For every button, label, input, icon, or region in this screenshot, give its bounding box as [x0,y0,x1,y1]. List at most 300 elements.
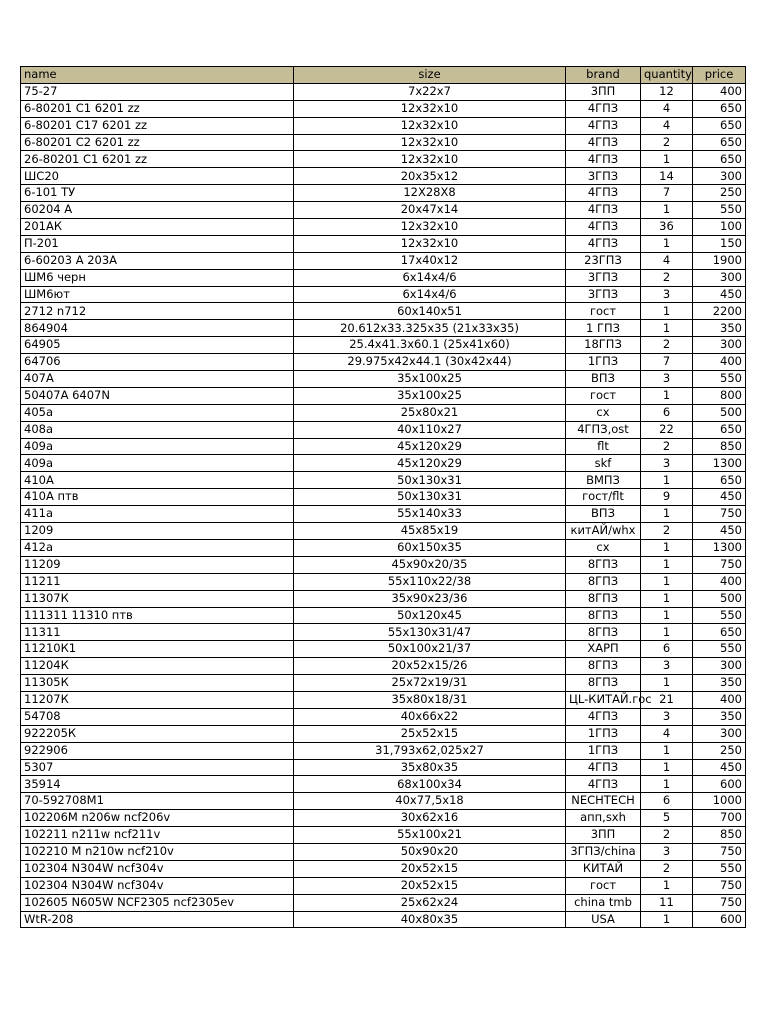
cell-name: 60204 А [21,202,294,219]
cell-name: 11305К [21,675,294,692]
cell-size: 40x80x35 [294,911,566,928]
cell-name: 1209 [21,523,294,540]
cell-brand: 3ГПЗ [566,286,641,303]
cell-name: 411а [21,506,294,523]
cell-price: 650 [693,134,746,151]
cell-quantity: 1 [641,151,693,168]
cell-quantity: 2 [641,269,693,286]
table-row [21,675,746,692]
cell-brand: ВПЗ [566,371,641,388]
cell-quantity: 3 [641,843,693,860]
cell-name: 70-592708М1 [21,793,294,810]
cell-size: 20x35x12 [294,168,566,185]
cell-price: 400 [693,691,746,708]
cell-name: 864904 [21,320,294,337]
cell-price: 350 [693,320,746,337]
table-row [21,573,746,590]
cell-quantity: 1 [641,590,693,607]
cell-size: 20x52x15 [294,860,566,877]
cell-brand: гост [566,387,641,404]
cell-quantity: 1 [641,624,693,641]
table-row [21,708,746,725]
cell-name: 11307К [21,590,294,607]
table-row [21,202,746,219]
table-row [21,269,746,286]
cell-price: 550 [693,371,746,388]
cell-name: 410А [21,472,294,489]
table-row [21,556,746,573]
table-row [21,843,746,860]
header-row [21,67,746,84]
cell-brand: китАЙ/whx [566,523,641,540]
cell-name: 922205К [21,725,294,742]
cell-quantity: 7 [641,354,693,371]
table-row [21,658,746,675]
cell-quantity: 22 [641,421,693,438]
cell-price: 750 [693,556,746,573]
cell-brand: 8ГПЗ [566,658,641,675]
table-row [21,134,746,151]
cell-name: 201АК [21,219,294,236]
cell-brand: 4ГПЗ [566,235,641,252]
table-row [21,894,746,911]
cell-brand: 4ГПЗ [566,708,641,725]
cell-size: 35x90x23/36 [294,590,566,607]
cell-price: 450 [693,759,746,776]
cell-size: 7x22x7 [294,83,566,100]
table-row [21,100,746,117]
table-row [21,489,746,506]
cell-quantity: 1 [641,776,693,793]
cell-price: 550 [693,202,746,219]
cell-brand: ВМПЗ [566,472,641,489]
cell-size: 40x66x22 [294,708,566,725]
table-row [21,117,746,134]
cell-name: 407А [21,371,294,388]
cell-size: 35x80x18/31 [294,691,566,708]
cell-size: 25x52x15 [294,725,566,742]
cell-brand: 3ГПЗ [566,269,641,286]
table-row [21,83,746,100]
cell-price: 500 [693,404,746,421]
cell-price: 650 [693,117,746,134]
cell-price: 150 [693,235,746,252]
cell-quantity: 1 [641,303,693,320]
cell-price: 650 [693,100,746,117]
cell-quantity: 1 [641,202,693,219]
cell-name: 409а [21,438,294,455]
cell-size: 6x14x4/6 [294,286,566,303]
cell-size: 50x120x45 [294,607,566,624]
cell-quantity: 4 [641,100,693,117]
cell-name: 11209 [21,556,294,573]
table-row [21,371,746,388]
cell-quantity: 12 [641,83,693,100]
cell-price: 350 [693,708,746,725]
cell-quantity: 3 [641,371,693,388]
table-row [21,810,746,827]
cell-size: 12x32x10 [294,151,566,168]
cell-name: 102605 N605W NCF2305 ncf2305ev [21,894,294,911]
cell-quantity: 1 [641,235,693,252]
table-row [21,725,746,742]
cell-price: 600 [693,776,746,793]
cell-brand: 8ГПЗ [566,624,641,641]
table-row [21,438,746,455]
cell-price: 850 [693,438,746,455]
cell-price: 850 [693,827,746,844]
cell-size: 60x150x35 [294,539,566,556]
cell-quantity: 2 [641,827,693,844]
cell-price: 100 [693,219,746,236]
cell-quantity: 1 [641,911,693,928]
cell-price: 700 [693,810,746,827]
cell-brand: 8ГПЗ [566,556,641,573]
cell-brand: сх [566,404,641,421]
cell-name: 410А птв [21,489,294,506]
cell-price: 500 [693,590,746,607]
cell-quantity: 1 [641,759,693,776]
header-brand: brand [566,67,641,84]
cell-brand: 4ГПЗ,ost [566,421,641,438]
cell-price: 750 [693,506,746,523]
cell-quantity: 3 [641,455,693,472]
table-row [21,590,746,607]
table-row [21,286,746,303]
table-row [21,691,746,708]
cell-name: WtR-208 [21,911,294,928]
cell-size: 31,793x62,025x27 [294,742,566,759]
header-quantity: quantity [641,67,693,84]
cell-name: 35914 [21,776,294,793]
table-row [21,185,746,202]
cell-brand: КИТАЙ [566,860,641,877]
cell-brand: china tmb [566,894,641,911]
cell-quantity: 7 [641,185,693,202]
cell-size: 12x32x10 [294,219,566,236]
cell-brand: 8ГПЗ [566,607,641,624]
cell-price: 1000 [693,793,746,810]
cell-name: ШМ6 черн [21,269,294,286]
cell-size: 20x47x14 [294,202,566,219]
table-row [21,827,746,844]
cell-name: 5307 [21,759,294,776]
cell-quantity: 3 [641,658,693,675]
cell-price: 300 [693,725,746,742]
cell-brand: 3ПП [566,827,641,844]
cell-brand: 3ПП [566,83,641,100]
cell-quantity: 21 [641,691,693,708]
cell-brand: 4ГПЗ [566,185,641,202]
cell-quantity: 36 [641,219,693,236]
cell-name: 54708 [21,708,294,725]
cell-price: 400 [693,573,746,590]
cell-quantity: 6 [641,793,693,810]
cell-name: 6-60203 А 203А [21,252,294,269]
cell-brand: 4ГПЗ [566,219,641,236]
cell-quantity: 2 [641,438,693,455]
cell-price: 550 [693,607,746,624]
table-row [21,877,746,894]
table-row [21,624,746,641]
cell-brand: 1ГПЗ [566,725,641,742]
table-row [21,168,746,185]
table-row [21,911,746,928]
cell-name: 6-80201 С17 6201 zz [21,117,294,134]
cell-brand: 1ГПЗ [566,742,641,759]
header-size: size [294,67,566,84]
cell-size: 45x120x29 [294,455,566,472]
cell-price: 1300 [693,455,746,472]
cell-price: 300 [693,269,746,286]
table-row [21,860,746,877]
cell-name: 2712 n712 [21,303,294,320]
cell-quantity: 1 [641,556,693,573]
cell-size: 17x40x12 [294,252,566,269]
cell-quantity: 3 [641,286,693,303]
cell-name: 11210К1 [21,641,294,658]
cell-size: 12x32x10 [294,117,566,134]
cell-name: 64706 [21,354,294,371]
cell-size: 20x52x15/26 [294,658,566,675]
cell-size: 30x62x16 [294,810,566,827]
cell-quantity: 2 [641,860,693,877]
cell-brand: сх [566,539,641,556]
cell-name: 6-101 ТУ [21,185,294,202]
cell-size: 12X28X8 [294,185,566,202]
table-row [21,235,746,252]
cell-brand: 3ГПЗ/china [566,843,641,860]
cell-size: 45x120x29 [294,438,566,455]
cell-brand: 3ГПЗ [566,168,641,185]
cell-brand: 4ГПЗ [566,776,641,793]
cell-name: 408а [21,421,294,438]
cell-price: 2200 [693,303,746,320]
cell-brand: 8ГПЗ [566,573,641,590]
cell-size: 45x85x19 [294,523,566,540]
cell-name: 102206М n206w ncf206v [21,810,294,827]
cell-price: 650 [693,472,746,489]
table-row [21,641,746,658]
cell-name: 111311 11310 птв [21,607,294,624]
cell-name: ШМ6ют [21,286,294,303]
cell-size: 55x100x21 [294,827,566,844]
table-row [21,404,746,421]
table-row [21,759,746,776]
table-row [21,252,746,269]
cell-name: 412а [21,539,294,556]
cell-name: 64905 [21,337,294,354]
table-row [21,776,746,793]
cell-price: 750 [693,894,746,911]
cell-size: 60x140x51 [294,303,566,320]
cell-quantity: 3 [641,708,693,725]
cell-name: ШС20 [21,168,294,185]
cell-price: 1900 [693,252,746,269]
cell-quantity: 1 [641,472,693,489]
cell-brand: 1 ГПЗ [566,320,641,337]
cell-size: 25x80x21 [294,404,566,421]
cell-size: 68x100x34 [294,776,566,793]
cell-size: 12x32x10 [294,134,566,151]
cell-name: 102211 n211w ncf211v [21,827,294,844]
cell-name: 6-80201 С1 6201 zz [21,100,294,117]
cell-price: 300 [693,658,746,675]
cell-brand: 23ГПЗ [566,252,641,269]
cell-price: 450 [693,286,746,303]
cell-price: 450 [693,523,746,540]
cell-brand: 8ГПЗ [566,675,641,692]
cell-price: 750 [693,877,746,894]
cell-quantity: 1 [641,877,693,894]
cell-price: 1300 [693,539,746,556]
table-row [21,303,746,320]
cell-quantity: 9 [641,489,693,506]
header-name: name [21,67,294,84]
cell-quantity: 2 [641,523,693,540]
bearings-price-table [20,66,746,928]
table-row [21,320,746,337]
cell-brand: ХАРП [566,641,641,658]
cell-price: 250 [693,185,746,202]
cell-quantity: 1 [641,320,693,337]
cell-name: 405а [21,404,294,421]
table-row [21,151,746,168]
cell-size: 25x62x24 [294,894,566,911]
cell-brand: flt [566,438,641,455]
cell-price: 400 [693,354,746,371]
cell-name: 6-80201 С2 6201 zz [21,134,294,151]
cell-size: 40x77,5x18 [294,793,566,810]
cell-price: 650 [693,151,746,168]
cell-price: 400 [693,83,746,100]
cell-size: 50x90x20 [294,843,566,860]
cell-quantity: 1 [641,539,693,556]
cell-quantity: 11 [641,894,693,911]
cell-quantity: 1 [641,742,693,759]
cell-size: 55x130x31/47 [294,624,566,641]
cell-brand: апп,sxh [566,810,641,827]
cell-name: 102210 М n210w ncf210v [21,843,294,860]
table-row [21,506,746,523]
cell-name: 11207К [21,691,294,708]
cell-price: 750 [693,843,746,860]
cell-price: 600 [693,911,746,928]
cell-price: 300 [693,337,746,354]
cell-brand: 4ГПЗ [566,117,641,134]
cell-quantity: 1 [641,387,693,404]
cell-name: 11311 [21,624,294,641]
cell-price: 450 [693,489,746,506]
table-row [21,539,746,556]
cell-price: 800 [693,387,746,404]
cell-name: 922906 [21,742,294,759]
cell-brand: skf [566,455,641,472]
cell-name: 26-80201 С1 6201 zz [21,151,294,168]
cell-size: 6x14x4/6 [294,269,566,286]
table-row [21,219,746,236]
cell-size: 12x32x10 [294,100,566,117]
cell-quantity: 4 [641,252,693,269]
cell-size: 35x100x25 [294,387,566,404]
cell-price: 350 [693,675,746,692]
cell-brand: 4ГПЗ [566,759,641,776]
cell-size: 25x72x19/31 [294,675,566,692]
cell-name: 50407А 6407N [21,387,294,404]
cell-brand: ВПЗ [566,506,641,523]
cell-quantity: 4 [641,725,693,742]
table-row [21,472,746,489]
cell-price: 550 [693,860,746,877]
cell-quantity: 2 [641,337,693,354]
cell-quantity: 2 [641,134,693,151]
table-row [21,793,746,810]
cell-size: 12x32x10 [294,235,566,252]
table-row [21,607,746,624]
cell-brand: гост/flt [566,489,641,506]
cell-size: 50x130x31 [294,472,566,489]
cell-name: 75-27 [21,83,294,100]
cell-brand: 18ГПЗ [566,337,641,354]
table-body [21,83,746,928]
cell-quantity: 1 [641,675,693,692]
table-row [21,455,746,472]
cell-size: 29.975x42x44.1 (30x42x44) [294,354,566,371]
cell-size: 40x110x27 [294,421,566,438]
cell-brand: 4ГПЗ [566,134,641,151]
table-row [21,387,746,404]
cell-brand: ЦL-КИТАЙ.гос [566,691,641,708]
cell-quantity: 1 [641,573,693,590]
table-row [21,523,746,540]
cell-brand: 4ГПЗ [566,151,641,168]
cell-quantity: 4 [641,117,693,134]
table-row [21,337,746,354]
table-row [21,742,746,759]
cell-size: 55x110x22/38 [294,573,566,590]
cell-name: П-201 [21,235,294,252]
cell-size: 35x100x25 [294,371,566,388]
cell-brand: 8ГПЗ [566,590,641,607]
cell-price: 650 [693,421,746,438]
cell-name: 102304 N304W ncf304v [21,877,294,894]
cell-brand: гост [566,303,641,320]
cell-quantity: 1 [641,607,693,624]
cell-price: 250 [693,742,746,759]
cell-quantity: 1 [641,506,693,523]
cell-brand: гост [566,877,641,894]
table-row [21,421,746,438]
cell-size: 45x90x20/35 [294,556,566,573]
cell-name: 409а [21,455,294,472]
cell-price: 300 [693,168,746,185]
cell-name: 11204К [21,658,294,675]
cell-size: 50x130x31 [294,489,566,506]
cell-size: 55x140x33 [294,506,566,523]
cell-brand: 4ГПЗ [566,100,641,117]
table-row [21,354,746,371]
cell-size: 35x80x35 [294,759,566,776]
cell-quantity: 14 [641,168,693,185]
cell-size: 25.4x41.3x60.1 (25x41x60) [294,337,566,354]
cell-quantity: 6 [641,641,693,658]
cell-brand: 1ГПЗ [566,354,641,371]
cell-name: 102304 N304W ncf304v [21,860,294,877]
cell-price: 650 [693,624,746,641]
cell-size: 50x100x21/37 [294,641,566,658]
cell-size: 20.612x33.325x35 (21x33x35) [294,320,566,337]
cell-brand: 4ГПЗ [566,202,641,219]
